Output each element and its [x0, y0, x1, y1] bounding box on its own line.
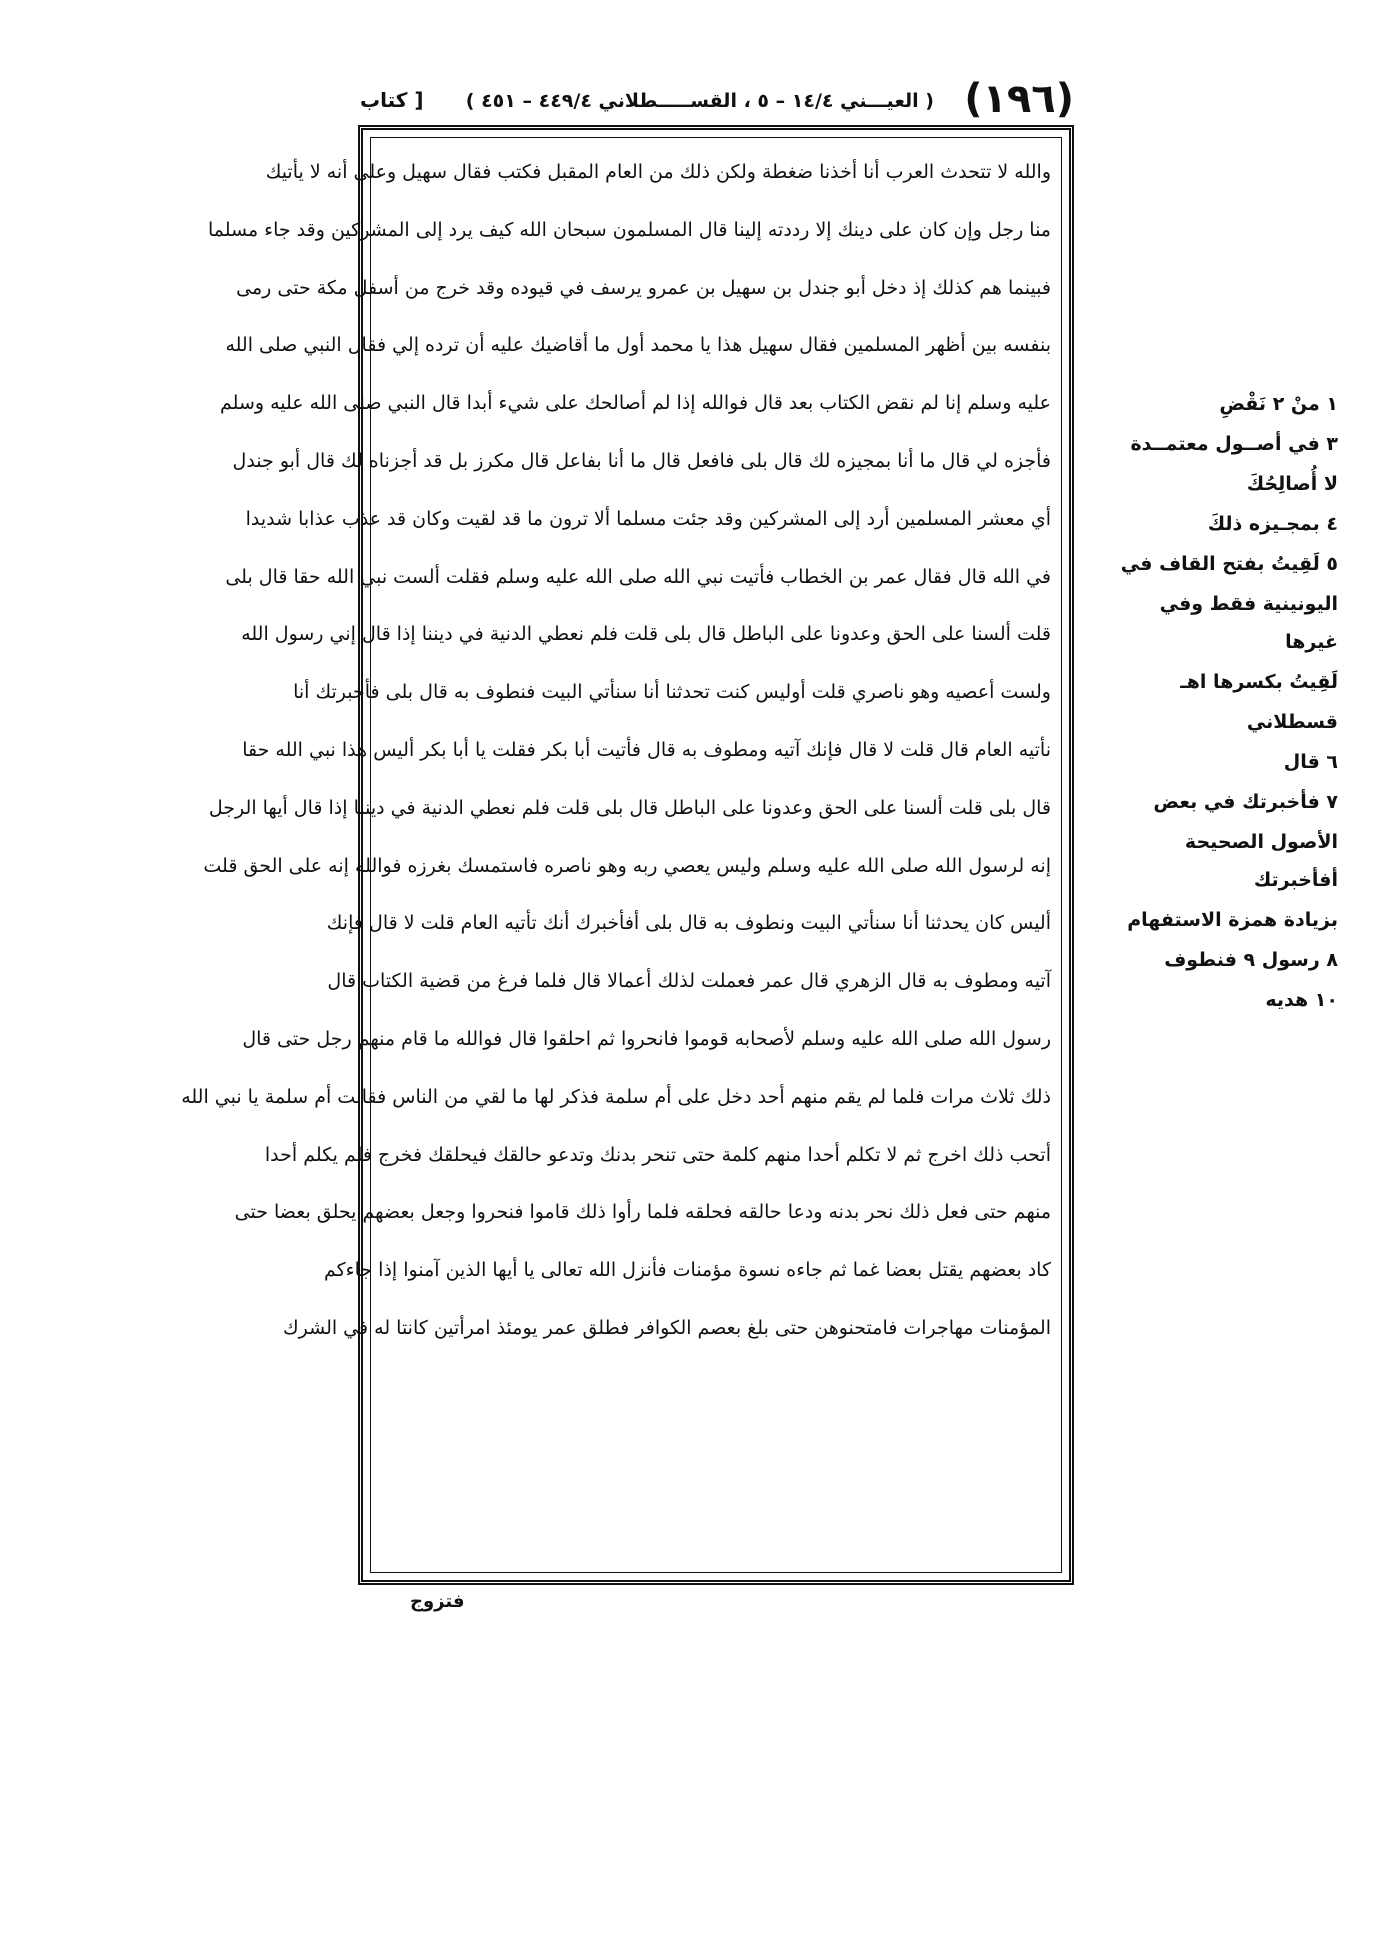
- margin-note: قسطلاني: [1246, 711, 1338, 733]
- text-line: قلت ألسنا على الحق وعدونا على الباطل قال بلى قلت فلم نعطي الدنية في ديننا إذا قال إني رسول الله: [241, 623, 1051, 646]
- text-line: ذلك ثلاث مرات فلما لم يقم منهم أحد دخل على أم سلمة فذكر لها ما لقي من الناس فقالت أم سلمة يا نبي الله: [181, 1085, 1051, 1108]
- text-line: ولست أعصيه وهو ناصري قلت أوليس كنت تحدثنا أنا سنأتي البيت فنطوف به قال بلى فأخبرتك أنا: [293, 681, 1051, 704]
- text-line: رسول الله صلى الله عليه وسلم لأصحابه قوموا فانحروا ثم احلقوا قال فوالله ما قام منهم رجل حتى قال: [242, 1027, 1051, 1050]
- text-frame: [181, 125, 1074, 1585]
- text-line: إنه لرسول الله صلى الله عليه وسلم وليس يعصي ربه وهو ناصره فاستمسك بغرزه فوالله إنه على الحق قلت: [203, 854, 1051, 877]
- page-header: [360, 76, 1074, 128]
- catchword: فتزوج: [410, 1591, 465, 1612]
- text-line: أي معشر المسلمين أرد إلى المشركين وقد جئت مسلما ألا ترون ما قد لقيت وكان قد عذب عذابا شديدا: [245, 507, 1051, 530]
- page-number: (١٩٦): [964, 76, 1074, 122]
- margin-note: ٧ فأخبرتك في بعض: [1153, 791, 1338, 813]
- margin-note: ٥ لَقِيتُ بفتح القاف في: [1120, 553, 1338, 575]
- text-line: فأجزه لي قال ما أنا بمجيزه لك قال بلى فافعل قال ما أنا بفاعل قال مكرز بل قد أجزناه لك قال أبو جندل: [232, 449, 1051, 472]
- text-line: نأتيه العام قال قلت لا قال فإنك آتيه ومطوف به قال فأتيت أبا بكر فقلت يا أبا بكر أليس هذا نبي الله حقا: [242, 738, 1051, 761]
- margin-note: ١٠ هديه: [1265, 989, 1338, 1011]
- text-line: كاد بعضهم يقتل بعضا غما ثم جاءه نسوة مؤمنات فأنزل الله تعالى يا أيها الذين آمنوا إذا جاءكم: [323, 1259, 1051, 1282]
- text-line: فبينما هم كذلك إذ دخل أبو جندل بن سهيل بن عمرو يرسف في قيوده وقد خرج من أسفل مكة حتى رمى: [236, 276, 1051, 299]
- text-line: أتحب ذلك اخرج ثم لا تكلم أحدا منهم كلمة حتى تنحر بدنك وتدعو حالقك فيحلقك فخرج فلم يكلم أحدا: [264, 1143, 1051, 1166]
- text-line: بنفسه بين أظهر المسلمين فقال سهيل هذا يا محمد أول ما أقاضيك عليه أن ترده إلي فقال النبي صلى الله: [225, 334, 1051, 357]
- margin-note: لا أُصالِحُكَ: [1246, 473, 1338, 495]
- text-line: منا رجل وإن كان على دينك إلا رددته إلينا قال المسلمون سبحان الله كيف يرد إلى المشركين وقد جاء مسلما: [207, 218, 1051, 241]
- margin-note: ١ منْ ٢ نَقْضِ: [1219, 393, 1338, 415]
- text-line: والله لا تتحدث العرب أنا أخذنا ضغطة ولكن ذلك من العام المقبل فكتب فقال سهيل وعلى أنه لا يأتيك: [265, 161, 1051, 183]
- margin-note: لَقِيتُ بكسرها اهـ: [1180, 671, 1338, 693]
- margin-note: ٦ قال: [1283, 751, 1338, 773]
- text-line: آتيه ومطوف به قال الزهري قال عمر فعملت لذلك أعمالا قال فلما فرغ من قضية الكتاب قال: [327, 970, 1051, 993]
- margin-notes: [1120, 385, 1338, 1021]
- text-line: عليه وسلم إنا لم نقض الكتاب بعد قال فوالله إذا لم أصالحك على شيء أبدا قال النبي صلى الله عليه وسلم: [220, 392, 1051, 415]
- text-line: المؤمنات مهاجرات فامتحنوهن حتى بلغ بعصم الكوافر فطلق عمر يومئذ امرأتين كانتا له في الشرك: [282, 1316, 1051, 1339]
- book-title: [ كتاب: [360, 88, 424, 112]
- main-text: [181, 144, 1051, 1358]
- margin-note: بزيادة همزة الاستفهام: [1127, 909, 1338, 931]
- text-line: قال بلى قلت ألسنا على الحق وعدونا على الباطل قال بلى قلت فلم نعطي الدنية في ديننا إذا قال أيها الرجل: [208, 796, 1051, 819]
- margin-note: الأصول الصحيحة أفأخبرتك: [1184, 831, 1338, 891]
- text-line: منهم حتى فعل ذلك نحر بدنه ودعا حالقه فحلقه فلما رأوا ذلك قاموا فنحروا وجعل بعضهم يحلق بعضا حتى: [234, 1201, 1051, 1224]
- source-reference: ( العيـــني ١٤/٤ – ٥ ، القســـــطلاني ٤٤٩/٤ – ٤٥١ ): [465, 90, 934, 112]
- text-line: أليس كان يحدثنا أنا سنأتي البيت ونطوف به قال بلى أفأخبرك أنك تأتيه العام قلت لا قال فإنك: [326, 912, 1051, 935]
- text-line: في الله قال فقال عمر بن الخطاب فأتيت نبي الله صلى الله عليه وسلم فقلت ألست نبي الله حقا قال بلى: [225, 565, 1051, 588]
- margin-note: ٣ في أصــول معتمــدة: [1130, 433, 1338, 455]
- margin-note: اليونينية فقط وفي غيرها: [1159, 593, 1338, 653]
- margin-note: ٤ بمجـيزه ذلكَ: [1207, 513, 1338, 535]
- margin-note: ٨ رسول ٩ فنطوف: [1164, 949, 1338, 971]
